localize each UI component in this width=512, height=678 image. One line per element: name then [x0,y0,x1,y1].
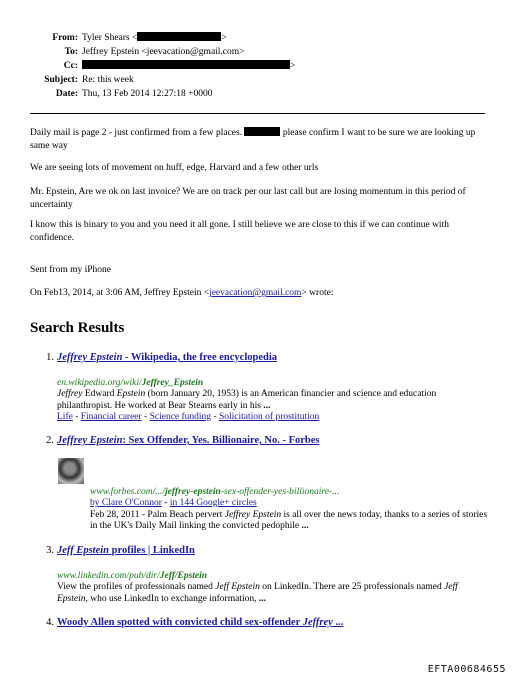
date-label: Date: [55,89,78,99]
result-sitelinks: Life - Financial career - Science funding - Solicitation of prostitution [57,412,320,422]
result-snippet: View the profiles of professionals named Jeff Epstein on LinkedIn. There are 25 professionals named Jeff Epstein, who use LinkedIn to exchange information, ... [57,582,458,604]
result-byline: by Clare O'Connor - in 144 Google+ circles [90,498,257,508]
header-divider [30,113,485,114]
from-value: Tyler Shears < [82,33,138,43]
search-results-heading: Search Results [30,320,125,336]
sitelink[interactable]: Solicitation of prostitution [218,412,320,422]
quoted-intro: On Feb13, 2014, at 3:06 AM, Jeffrey Epstein <jeevacation@gmail.com> wrote: [30,288,334,298]
author-thumbnail-image [58,458,84,484]
search-result-1: 1. Jeffrey Epstein - Wikipedia, the free encyclopedia en.wikipedia.org/wiki/Jeffrey_Epstein Jeffrey Edward Epstein (born January 20, 1953) is an American financier and science and education philanthropist. He worked at Bear Stearns early in his ... Life - Financial career - Science funding - Solicitation of prostitution [30,352,490,424]
subject-value: Re: this week [82,75,134,85]
sitelink[interactable]: Financial career [80,412,142,422]
result-url: www.linkedin.com/pub/dir/Jeff/Epstein [57,570,208,581]
subject-label: Subject: [44,75,78,85]
result-url: www.forbes.com/.../jeffrey-epstein-sex-offender-yes-billionaire-... [90,486,340,497]
redaction-block [82,60,290,69]
result-snippet: Feb 28, 2011 - Palm Beach pervert Jeffrey Epstein is all over the news today, thanks to a series of stories in the UK's Daily Mail linking the convicted pedophile ... [90,509,488,531]
date-value: Thu, 13 Feb 2014 12:27:18 +0000 [82,89,213,99]
body-paragraph-1: Daily mail is page 2 - just confirmed from a few places. please confirm I want to be sure we are looking up same way [30,128,476,151]
document-id: EFTA00684655 [427,664,506,675]
subject-row [0,74,512,87]
result-snippet: Jeffrey Edward Epstein (born January 20, 1953) is an American financier and science and education philanthropist. He worked at Bear Stearns early in his ... [57,389,437,411]
search-result-2: 2. Jeffrey Epstein: Sex Offender, Yes. Billionaire, No. - Forbes www.forbes.com/.../jeffrey-epstein-sex-offender-yes-billionaire-... by Clare O'Connor - in 144 Google+ circles Feb 28, 2011 - Palm Beach pervert Jeffrey Epstein is all over the news today, thanks to a series of stories in the UK's Daily Mail linking the convicted pedophile ... [30,435,490,533]
redaction-block [244,127,280,136]
to-row [0,46,512,59]
cc-label: Cc: [63,61,78,71]
result-title-link[interactable]: Jeffrey Epstein - Wikipedia, the free encyclopedia [57,352,277,363]
email-link[interactable]: jeevacation@gmail.com [209,288,302,298]
date-row [0,88,512,101]
signature-line: Sent from my iPhone [30,265,112,275]
result-title-link[interactable]: Jeff Epstein profiles | LinkedIn [57,545,195,556]
body-paragraph-2: We are seeing lots of movement on huff, edge, Harvard and a few other urls [30,163,319,173]
sitelink[interactable]: Science funding [149,412,212,422]
cc-row: Cc: > [63,61,296,71]
to-value: Jeffrey Epstein <jeevacation@gmail.com> [82,47,245,57]
body-paragraph-4: I know this is binary to you and you need it all gone. I still believe we are close to this if we can continue with confidence. [30,220,449,243]
circles-link[interactable]: in 144 Google+ circles [169,498,257,508]
redaction-block [137,32,221,41]
result-url: en.wikipedia.org/wiki/Jeffrey_Epstein [57,377,204,388]
from-label: From: [52,33,78,43]
result-title-link[interactable]: Woody Allen spotted with convicted child sex-offender Jeffrey ... [57,617,344,628]
result-title-link[interactable]: Jeffrey Epstein: Sex Offender, Yes. Billionaire, No. - Forbes [57,435,320,446]
search-result-3: 3. Jeff Epstein profiles | LinkedIn www.linkedin.com/pub/dir/Jeff/Epstein View the profiles of professionals named Jeff Epstein on LinkedIn. There are 25 professionals named Jeff Epstein, who use LinkedIn to exchange information, ... [30,545,490,605]
search-result-4: 4. Woody Allen spotted with convicted child sex-offender Jeffrey ... [46,617,344,628]
sitelink[interactable]: Life [57,412,73,422]
to-label: To: [64,47,78,57]
body-paragraph-3: Mr. Epstein, Are we ok on last invoice? We are on track per our last call but are losing momentum in this period of uncertainty [30,187,466,210]
author-link[interactable]: by Clare O'Connor [90,498,162,508]
from-row: From: Tyler Shears < > [52,33,227,43]
